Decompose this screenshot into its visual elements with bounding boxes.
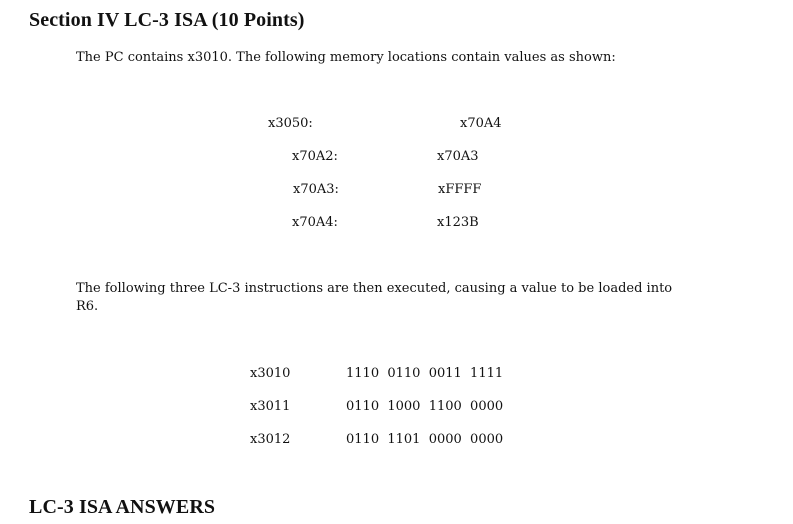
intro-paragraph: The PC contains x3010. The following memory locations contain values as shown: [76, 50, 616, 65]
memory-value: xFFFF [438, 182, 482, 197]
memory-value: x123B [437, 215, 479, 230]
section-title: Section IV LC-3 ISA (10 Points) [29, 9, 305, 31]
instructions-paragraph-line1: The following three LC-3 instructions are then executed, causing a value to be loaded into [76, 281, 673, 296]
memory-value: x70A3 [437, 149, 479, 164]
instruction-address: x3011 [250, 399, 291, 414]
memory-address: x70A2: [292, 149, 338, 164]
memory-address: x3050: [268, 116, 313, 131]
instruction-bits: 0110 1101 0000 0000 [346, 432, 504, 447]
memory-address: x70A4: [292, 215, 338, 230]
instructions-paragraph-line2: R6. [76, 299, 99, 314]
answers-title: LC-3 ISA ANSWERS [29, 496, 216, 518]
instruction-bits: 1110 0110 0011 1111 [346, 366, 504, 381]
instruction-address: x3010 [250, 366, 291, 381]
instruction-bits: 0110 1000 1100 0000 [346, 399, 504, 414]
memory-value: x70A4 [460, 116, 502, 131]
instruction-address: x3012 [250, 432, 291, 447]
memory-address: x70A3: [293, 182, 339, 197]
